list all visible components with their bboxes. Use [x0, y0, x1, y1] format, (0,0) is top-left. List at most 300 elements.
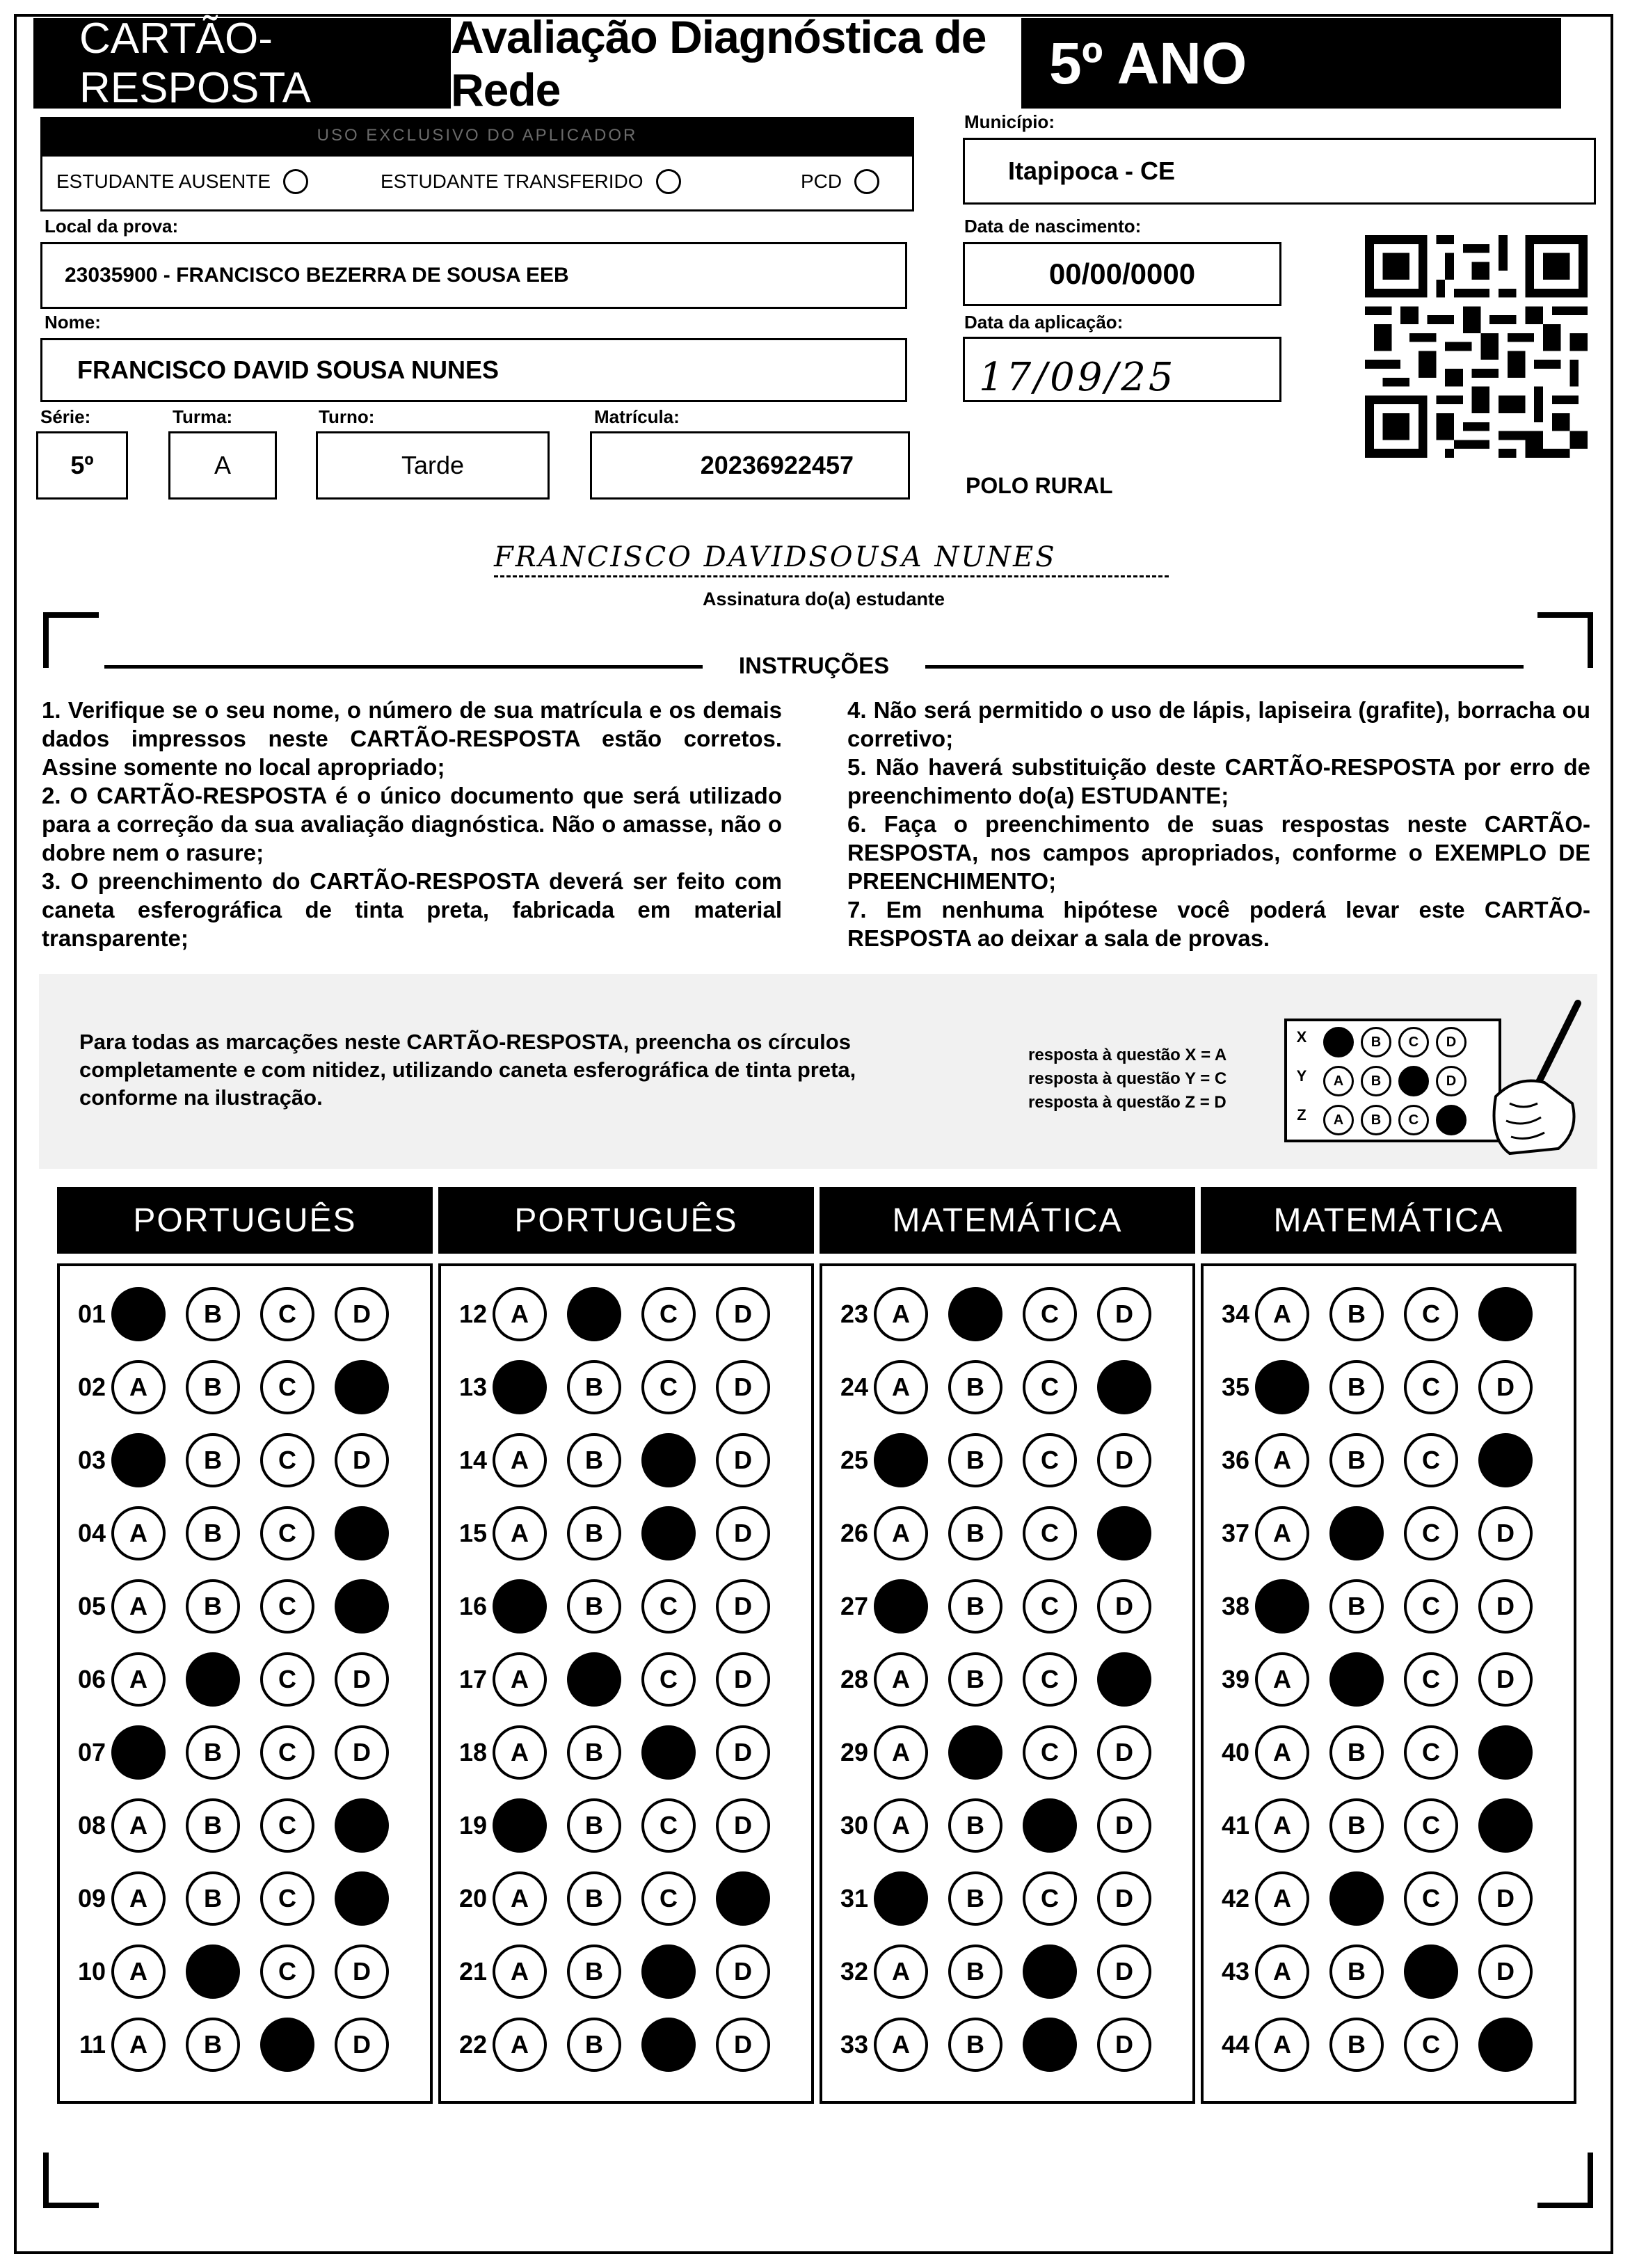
answer-bubble-d[interactable]: D — [1097, 1287, 1151, 1341]
answer-bubble-d[interactable]: D — [1478, 1871, 1533, 1926]
answer-bubble-c[interactable]: C — [641, 1360, 696, 1414]
example-bubble — [1398, 1066, 1429, 1096]
polo-label: POLO RURAL — [966, 473, 1113, 498]
answer-bubble-a[interactable]: A — [111, 1652, 166, 1707]
answer-bubble-b[interactable]: B — [567, 1798, 621, 1853]
hand-with-pen-icon — [1468, 999, 1586, 1159]
answer-bubble-d[interactable] — [1478, 2018, 1533, 2072]
answer-bubble-b[interactable]: B — [948, 1579, 1002, 1634]
answer-bubble-b[interactable]: B — [948, 1360, 1002, 1414]
answer-bubble-a[interactable]: A — [874, 1798, 928, 1853]
answer-bubble-d[interactable]: D — [716, 1579, 770, 1634]
answer-bubble-a[interactable]: A — [493, 1652, 547, 1707]
example-bubble: B — [1361, 1066, 1391, 1096]
answer-column-box — [820, 1263, 1195, 2104]
question-number: 33 — [840, 2030, 868, 2059]
answer-bubble-d[interactable]: D — [335, 1725, 389, 1780]
question-row — [60, 2016, 409, 2073]
question-number: 35 — [1221, 1373, 1249, 1401]
question-row — [822, 1359, 1172, 1416]
question-row — [441, 1578, 790, 1635]
answer-bubble-d[interactable] — [716, 1871, 770, 1926]
answer-bubble-c[interactable] — [1404, 1944, 1458, 1999]
answer-bubble-d[interactable]: D — [1478, 1579, 1533, 1634]
question-row — [1204, 1578, 1553, 1635]
answer-bubble-a[interactable]: A — [1255, 1944, 1309, 1999]
answer-bubble-b[interactable]: B — [567, 1725, 621, 1780]
answer-bubble-b[interactable]: B — [948, 2018, 1002, 2072]
question-row — [60, 1870, 409, 1927]
answer-bubble-c[interactable] — [641, 1944, 696, 1999]
answer-bubble-d[interactable]: D — [716, 1798, 770, 1853]
answer-bubble-a[interactable] — [1255, 1579, 1309, 1634]
answer-bubble-b[interactable] — [1329, 1506, 1384, 1560]
applicator-box — [40, 154, 914, 211]
answer-bubble-c[interactable]: C — [1404, 1360, 1458, 1414]
example-bubble: C — [1398, 1105, 1429, 1135]
answer-bubble-d[interactable]: D — [335, 1287, 389, 1341]
answer-bubble-a[interactable] — [493, 1798, 547, 1853]
question-row — [441, 1359, 790, 1416]
answer-bubble-b[interactable] — [186, 1944, 240, 1999]
aplicacao-field[interactable] — [963, 337, 1281, 402]
question-number: 34 — [1221, 1300, 1249, 1328]
answer-bubble-a[interactable]: A — [874, 1287, 928, 1341]
answer-bubble-c[interactable]: C — [1023, 1360, 1077, 1414]
answer-bubble-b[interactable]: B — [186, 1798, 240, 1853]
example-bubble — [1436, 1105, 1467, 1135]
answer-bubble-c[interactable]: C — [260, 1652, 314, 1707]
question-number: 22 — [458, 2030, 487, 2059]
answer-bubble-d[interactable] — [1097, 1360, 1151, 1414]
answer-bubble-c[interactable]: C — [260, 1798, 314, 1853]
question-number: 21 — [458, 1957, 487, 1986]
transferred-circle[interactable] — [656, 169, 681, 194]
answer-bubble-a[interactable]: A — [1255, 1506, 1309, 1560]
answer-bubble-b[interactable]: B — [186, 1871, 240, 1926]
nascimento-field — [963, 242, 1281, 306]
question-row — [822, 2016, 1172, 2073]
answer-bubble-d[interactable] — [1478, 1798, 1533, 1853]
example-row-label: Z — [1297, 1106, 1307, 1124]
answer-bubble-a[interactable]: A — [874, 1360, 928, 1414]
question-number: 44 — [1221, 2030, 1249, 2059]
answer-column-box — [57, 1263, 433, 2104]
question-number: 41 — [1221, 1811, 1249, 1839]
question-row — [822, 1870, 1172, 1927]
answer-bubble-c[interactable] — [1023, 1944, 1077, 1999]
example-bubble: A — [1323, 1105, 1354, 1135]
question-row — [1204, 2016, 1553, 2073]
instruction-5: 5. Não haverá substituição deste CARTÃO-RESPOSTA por erro de preenchimento do(a) ESTUDANTE; — [847, 754, 1590, 808]
answer-bubble-a[interactable] — [111, 1287, 166, 1341]
question-number: 39 — [1221, 1665, 1249, 1693]
answer-bubble-c[interactable]: C — [1404, 1871, 1458, 1926]
answer-bubble-a[interactable]: A — [1255, 1433, 1309, 1487]
answer-bubble-d[interactable]: D — [1478, 1360, 1533, 1414]
answer-bubble-c[interactable]: C — [1023, 1652, 1077, 1707]
answer-bubble-b[interactable] — [948, 1287, 1002, 1341]
answer-bubble-b[interactable]: B — [948, 1433, 1002, 1487]
question-row — [60, 1578, 409, 1635]
answer-bubble-a[interactable]: A — [493, 1287, 547, 1341]
question-row — [822, 1943, 1172, 2000]
answer-bubble-c[interactable]: C — [1404, 1433, 1458, 1487]
aplicacao-value: 17/09/25 — [979, 354, 1176, 400]
answer-bubble-d[interactable] — [335, 1871, 389, 1926]
aplicacao-label: Data da aplicação: — [964, 312, 1124, 333]
question-number: 06 — [77, 1665, 106, 1693]
answer-bubble-b[interactable]: B — [186, 1506, 240, 1560]
answer-bubble-d[interactable]: D — [1097, 1433, 1151, 1487]
corner-mark-bottom-right — [1537, 2153, 1593, 2208]
answer-bubble-c[interactable]: C — [1023, 1725, 1077, 1780]
answer-bubble-d[interactable]: D — [1478, 1506, 1533, 1560]
answer-bubble-b[interactable]: B — [1329, 1579, 1384, 1634]
answer-bubble-d[interactable]: D — [716, 1433, 770, 1487]
example-bubble: A — [1323, 1066, 1354, 1096]
answer-bubble-d[interactable] — [1097, 1506, 1151, 1560]
question-number: 07 — [77, 1738, 106, 1766]
answer-bubble-c[interactable] — [260, 2018, 314, 2072]
question-row — [60, 1432, 409, 1489]
corner-mark-top-left — [43, 612, 99, 668]
answer-bubble-c[interactable]: C — [1404, 1506, 1458, 1560]
nome-field — [40, 338, 907, 402]
answer-bubble-a[interactable]: A — [111, 1506, 166, 1560]
answer-bubble-a[interactable]: A — [493, 1944, 547, 1999]
answer-bubble-d[interactable]: D — [1097, 1871, 1151, 1926]
transferred-option[interactable] — [381, 169, 681, 194]
answer-bubble-b[interactable]: B — [567, 1433, 621, 1487]
question-row — [60, 1651, 409, 1708]
turno-label: Turno: — [319, 406, 375, 427]
answer-bubble-b[interactable]: B — [567, 1871, 621, 1926]
answer-bubble-c[interactable]: C — [641, 1579, 696, 1634]
answer-bubble-a[interactable]: A — [1255, 1871, 1309, 1926]
question-number: 02 — [77, 1373, 106, 1401]
pcd-circle[interactable] — [854, 169, 879, 194]
answer-bubble-c[interactable] — [641, 1506, 696, 1560]
answer-bubble-a[interactable]: A — [1255, 1725, 1309, 1780]
answer-bubble-a[interactable]: A — [1255, 2018, 1309, 2072]
example-legend — [1028, 1044, 1279, 1115]
question-row — [441, 2016, 790, 2073]
answer-bubble-c[interactable]: C — [1023, 1287, 1077, 1341]
answer-bubble-b[interactable]: B — [567, 1944, 621, 1999]
question-number: 04 — [77, 1519, 106, 1547]
answer-bubble-d[interactable]: D — [716, 2018, 770, 2072]
answer-bubble-c[interactable]: C — [1404, 1579, 1458, 1634]
question-row — [60, 1286, 409, 1343]
answer-bubble-b[interactable]: B — [186, 1579, 240, 1634]
answer-bubble-a[interactable]: A — [1255, 1798, 1309, 1853]
grade-title: 5º ANO — [1021, 18, 1561, 109]
answer-bubble-c[interactable]: C — [1404, 1798, 1458, 1853]
serie-value: 5º — [70, 451, 94, 479]
answer-bubble-d[interactable] — [335, 1506, 389, 1560]
question-row — [822, 1651, 1172, 1708]
matricula-value: 20236922457 — [700, 451, 854, 479]
answer-bubble-c[interactable]: C — [1404, 1725, 1458, 1780]
answer-bubble-d[interactable]: D — [1097, 1579, 1151, 1634]
matricula-label: Matrícula: — [594, 406, 680, 427]
answer-bubble-c[interactable] — [641, 2018, 696, 2072]
local-value: 23035900 - FRANCISCO BEZERRA DE SOUSA EEB — [65, 264, 569, 287]
answer-bubble-c[interactable]: C — [1023, 1871, 1077, 1926]
answer-bubble-d[interactable]: D — [335, 2018, 389, 2072]
matricula-field — [590, 431, 910, 500]
answer-bubble-b[interactable] — [1329, 1652, 1384, 1707]
municipio-field — [963, 138, 1596, 205]
question-number: 05 — [77, 1592, 106, 1620]
answer-bubble-b[interactable] — [948, 1725, 1002, 1780]
answer-bubble-c[interactable]: C — [1404, 1652, 1458, 1707]
answer-bubble-b[interactable] — [1329, 1871, 1384, 1926]
pcd-option[interactable] — [801, 169, 879, 194]
question-row — [441, 1286, 790, 1343]
nascimento-label: Data de nascimento: — [964, 216, 1142, 237]
answer-bubble-b[interactable]: B — [1329, 1360, 1384, 1414]
answer-bubble-d[interactable]: D — [1478, 1652, 1533, 1707]
answer-bubble-d[interactable]: D — [716, 1360, 770, 1414]
answer-bubble-b[interactable]: B — [1329, 1433, 1384, 1487]
answer-bubble-c[interactable]: C — [1023, 1579, 1077, 1634]
answer-bubble-c[interactable] — [641, 1433, 696, 1487]
answer-bubble-a[interactable]: A — [493, 1506, 547, 1560]
answer-bubble-a[interactable]: A — [874, 1506, 928, 1560]
answer-bubble-b[interactable]: B — [948, 1798, 1002, 1853]
answer-bubble-b[interactable]: B — [948, 1871, 1002, 1926]
instruction-6: 6. Faça o preenchimento de suas respostas neste CARTÃO-RESPOSTA, nos campos apropriados, conforme o EXEMPLO DE PREENCHIMENTO; — [847, 811, 1590, 894]
qr-code — [1365, 235, 1588, 458]
answer-bubble-a[interactable]: A — [874, 1725, 928, 1780]
question-row — [822, 1286, 1172, 1343]
question-row — [441, 1797, 790, 1854]
absent-circle[interactable] — [283, 169, 308, 194]
local-field — [40, 242, 907, 309]
answer-bubble-d[interactable]: D — [1097, 1798, 1151, 1853]
answer-bubble-c[interactable]: C — [260, 1579, 314, 1634]
answer-bubble-b[interactable] — [567, 1287, 621, 1341]
answer-bubble-d[interactable]: D — [716, 1287, 770, 1341]
question-row — [822, 1797, 1172, 1854]
answer-bubble-b[interactable]: B — [567, 2018, 621, 2072]
question-row — [822, 1724, 1172, 1781]
answer-bubble-a[interactable] — [874, 1579, 928, 1634]
answer-bubble-a[interactable]: A — [493, 1433, 547, 1487]
answer-bubble-b[interactable]: B — [186, 1360, 240, 1414]
answer-bubble-c[interactable] — [641, 1725, 696, 1780]
answer-bubble-a[interactable]: A — [493, 1725, 547, 1780]
question-number: 09 — [77, 1884, 106, 1912]
answer-bubble-a[interactable]: A — [111, 1944, 166, 1999]
answer-bubble-a[interactable]: A — [874, 1944, 928, 1999]
answer-bubble-b[interactable]: B — [567, 1579, 621, 1634]
local-label: Local da prova: — [45, 216, 179, 237]
municipio-value: Itapipoca - CE — [1008, 157, 1176, 185]
subject-header: PORTUGUÊS — [438, 1187, 814, 1254]
answer-bubble-b[interactable] — [186, 1652, 240, 1707]
answer-bubble-d[interactable]: D — [1097, 1725, 1151, 1780]
instructions-rule-right — [925, 665, 1524, 669]
answer-bubble-a[interactable]: A — [874, 2018, 928, 2072]
example-bubble: C — [1398, 1027, 1429, 1057]
answer-bubble-a[interactable] — [1255, 1360, 1309, 1414]
answer-bubble-d[interactable] — [1478, 1725, 1533, 1780]
answer-bubble-b[interactable]: B — [567, 1506, 621, 1560]
instructions-rule-left — [104, 665, 703, 669]
question-number: 42 — [1221, 1884, 1249, 1912]
answer-bubble-a[interactable] — [493, 1360, 547, 1414]
answer-bubble-a[interactable]: A — [111, 2018, 166, 2072]
question-row — [1204, 1943, 1553, 2000]
answer-bubble-c[interactable]: C — [1404, 2018, 1458, 2072]
question-number: 08 — [77, 1811, 106, 1839]
question-row — [822, 1578, 1172, 1635]
answer-bubble-c[interactable]: C — [260, 1871, 314, 1926]
question-row — [60, 1359, 409, 1416]
answer-bubble-a[interactable] — [111, 1433, 166, 1487]
answer-bubble-a[interactable] — [874, 1433, 928, 1487]
answer-bubble-d[interactable]: D — [716, 1944, 770, 1999]
exam-title: Avaliação Diagnóstica de Rede — [451, 18, 1021, 109]
municipio-label: Município: — [964, 111, 1055, 132]
answer-bubble-b[interactable]: B — [186, 1287, 240, 1341]
answer-bubble-b[interactable]: B — [1329, 1944, 1384, 1999]
answer-bubble-a[interactable]: A — [111, 1579, 166, 1634]
answer-bubble-b[interactable]: B — [1329, 1725, 1384, 1780]
answer-bubble-c[interactable]: C — [1023, 1433, 1077, 1487]
serie-label: Série: — [40, 406, 91, 427]
answer-bubble-b[interactable]: B — [1329, 1287, 1384, 1341]
answer-bubble-d[interactable] — [1478, 1287, 1533, 1341]
answer-bubble-d[interactable]: D — [716, 1652, 770, 1707]
question-number: 28 — [840, 1665, 868, 1693]
question-number: 15 — [458, 1519, 487, 1547]
answer-bubble-a[interactable]: A — [493, 2018, 547, 2072]
answer-bubble-a[interactable]: A — [493, 1871, 547, 1926]
question-row — [441, 1724, 790, 1781]
question-number: 16 — [458, 1592, 487, 1620]
answer-bubble-b[interactable]: B — [1329, 2018, 1384, 2072]
serie-field — [36, 431, 128, 500]
answer-bubble-c[interactable]: C — [260, 1360, 314, 1414]
answer-bubble-b[interactable]: B — [567, 1360, 621, 1414]
answer-bubble-c[interactable]: C — [641, 1798, 696, 1853]
answer-bubble-b[interactable]: B — [1329, 1798, 1384, 1853]
question-row — [60, 1724, 409, 1781]
absent-option[interactable] — [56, 169, 308, 194]
answer-bubble-c[interactable]: C — [260, 1725, 314, 1780]
turno-value: Tarde — [401, 451, 465, 479]
answer-bubble-c[interactable]: C — [641, 1287, 696, 1341]
instruction-1: 1. Verifique se o seu nome, o número de sua matrícula e os demais dados impressos neste CARTÃO-RESPOSTA estão corretos. Assine somente no local apropriado; — [42, 697, 782, 780]
answer-bubble-d[interactable]: D — [1097, 2018, 1151, 2072]
answer-bubble-b[interactable]: B — [186, 1433, 240, 1487]
question-number: 30 — [840, 1811, 868, 1839]
subject-header: MATEMÁTICA — [1201, 1187, 1576, 1254]
answer-bubble-c[interactable]: C — [641, 1652, 696, 1707]
instruction-2: 2. O CARTÃO-RESPOSTA é o único documento que será utilizado para a correção da sua avaliação diagnóstica. Não o amasse, não o dobre nem o rasure; — [42, 783, 782, 865]
answer-bubble-b[interactable]: B — [186, 2018, 240, 2072]
question-row — [441, 1943, 790, 2000]
answer-bubble-c[interactable]: C — [260, 1433, 314, 1487]
nome-label: Nome: — [45, 312, 101, 333]
signature-handwriting: FRANCISCO DAVIDSOUSA NUNES — [494, 541, 1057, 573]
answer-bubble-c[interactable]: C — [1023, 1506, 1077, 1560]
question-number: 40 — [1221, 1738, 1249, 1766]
example-bubble: D — [1436, 1066, 1467, 1096]
answer-bubble-a[interactable] — [111, 1725, 166, 1780]
answer-bubble-d[interactable]: D — [335, 1944, 389, 1999]
answer-bubble-d[interactable] — [335, 1579, 389, 1634]
question-row — [441, 1651, 790, 1708]
answer-bubble-a[interactable]: A — [111, 1360, 166, 1414]
answer-bubble-d[interactable] — [335, 1798, 389, 1853]
corner-mark-top-right — [1537, 612, 1593, 668]
instructions-left — [42, 696, 782, 952]
answer-bubble-d[interactable]: D — [716, 1506, 770, 1560]
question-number: 27 — [840, 1592, 868, 1620]
example-legend-x: resposta à questão X = A — [1028, 1046, 1227, 1064]
answer-bubble-c[interactable] — [1023, 2018, 1077, 2072]
question-number: 23 — [840, 1300, 868, 1328]
answer-bubble-a[interactable] — [874, 1871, 928, 1926]
answer-bubble-c[interactable] — [1023, 1798, 1077, 1853]
question-number: 25 — [840, 1446, 868, 1474]
answer-bubble-c[interactable]: C — [260, 1944, 314, 1999]
answer-bubble-b[interactable]: B — [948, 1944, 1002, 1999]
answer-bubble-b[interactable]: B — [948, 1652, 1002, 1707]
answer-bubble-b[interactable] — [567, 1652, 621, 1707]
answer-bubble-c[interactable]: C — [641, 1871, 696, 1926]
pcd-label: PCD — [801, 170, 842, 192]
answer-bubble-d[interactable] — [1097, 1652, 1151, 1707]
example-row-label: Y — [1296, 1067, 1307, 1085]
signature-line[interactable] — [494, 541, 1169, 577]
answer-bubble-b[interactable]: B — [186, 1725, 240, 1780]
answer-bubble-a[interactable]: A — [1255, 1287, 1309, 1341]
question-number: 03 — [77, 1446, 106, 1474]
question-row — [1204, 1724, 1553, 1781]
answer-bubble-d[interactable]: D — [1478, 1944, 1533, 1999]
answer-bubble-d[interactable]: D — [716, 1725, 770, 1780]
question-number: 31 — [840, 1884, 868, 1912]
subject-header: PORTUGUÊS — [57, 1187, 433, 1254]
example-bubble: D — [1436, 1027, 1467, 1057]
answer-bubble-c[interactable]: C — [1404, 1287, 1458, 1341]
answer-bubble-a[interactable]: A — [111, 1871, 166, 1926]
answer-bubble-d[interactable]: D — [1097, 1944, 1151, 1999]
answer-bubble-c[interactable]: C — [260, 1506, 314, 1560]
answer-bubble-c[interactable]: C — [260, 1287, 314, 1341]
turno-field — [316, 431, 550, 500]
answer-bubble-d[interactable] — [1478, 1433, 1533, 1487]
answer-bubble-d[interactable]: D — [335, 1652, 389, 1707]
turma-field — [168, 431, 277, 500]
example-text: Para todas as marcações neste CARTÃO-RESPOSTA, preencha os círculos completamente e com nitidez, utilizando caneta esferográfica de tinta preta, conforme na ilustração. — [79, 1030, 856, 1110]
question-row — [1204, 1359, 1553, 1416]
answer-bubble-b[interactable]: B — [948, 1506, 1002, 1560]
question-row — [441, 1432, 790, 1489]
answer-bubble-d[interactable] — [335, 1360, 389, 1414]
answer-bubble-d[interactable]: D — [335, 1433, 389, 1487]
answer-bubble-a[interactable]: A — [874, 1652, 928, 1707]
answer-bubble-a[interactable]: A — [111, 1798, 166, 1853]
answer-bubble-a[interactable]: A — [1255, 1652, 1309, 1707]
answer-bubble-a[interactable] — [493, 1579, 547, 1634]
